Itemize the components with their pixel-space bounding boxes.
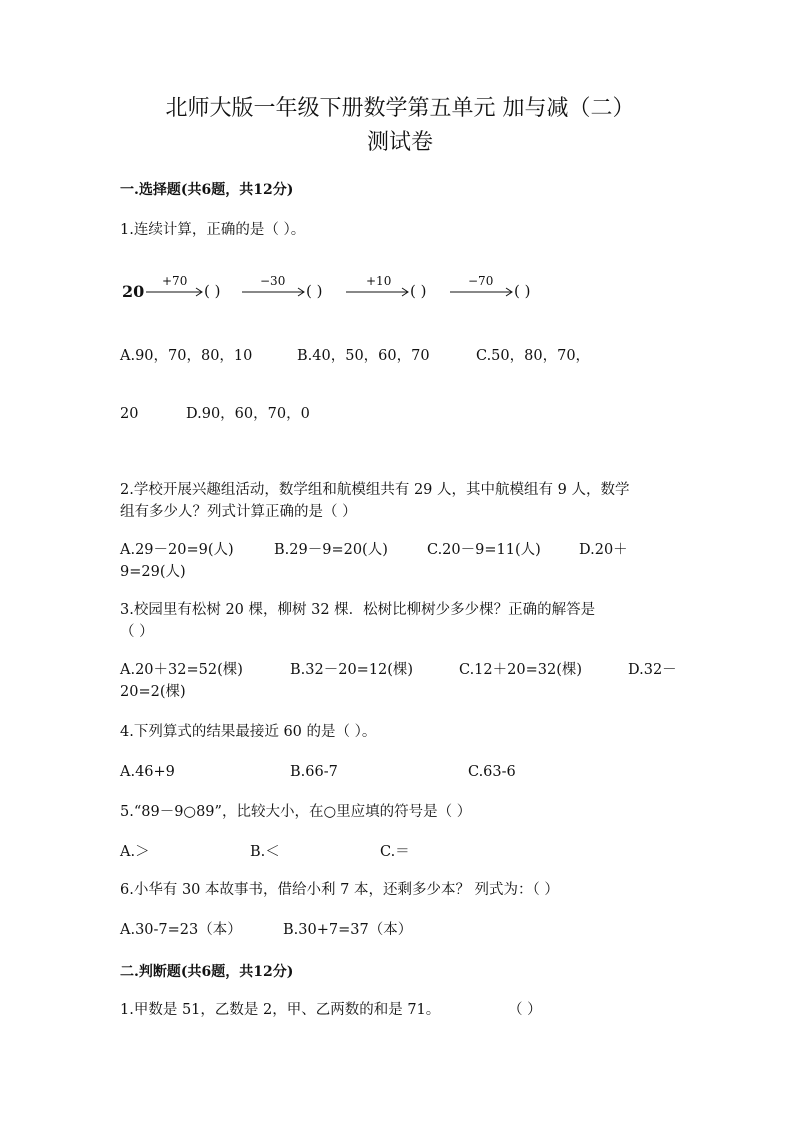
chain-start-number: 20 xyxy=(122,282,145,301)
question-2-option-b: B.29－9=20(人) xyxy=(274,542,388,558)
question-3-option-d-continued: 20=2(棵) xyxy=(120,684,186,700)
question-3-option-d: D.32－ xyxy=(628,662,677,678)
chain-op-2: −30 xyxy=(260,274,286,288)
question-3-stem-line-2: （ ） xyxy=(120,624,154,640)
chain-blank-4: ( ) xyxy=(514,282,531,300)
question-3-stem-line-1: 3.校园里有松树 20 棵，柳树 32 棵．松树比柳树少多少棵？正确的解答是 xyxy=(120,602,596,618)
question-1-option-c: C.50，80，70， xyxy=(476,348,591,364)
question-2-option-d-continued: 9=29(人) xyxy=(120,564,186,580)
question-2-stem-line-1: 2.学校开展兴趣组活动，数学组和航模组共有 29 人，其中航模组有 9 人，数学 xyxy=(120,482,630,498)
question-3-option-b: B.32－20=12(棵) xyxy=(290,662,414,678)
question-4-option-c: C.63-6 xyxy=(468,764,516,780)
question-1-stem: 1.连续计算，正确的是（ ）。 xyxy=(120,222,306,238)
question-2-stem-line-2: 组有多少人？列式计算正确的是（ ） xyxy=(120,504,357,520)
calculation-chain xyxy=(120,270,580,310)
question-3-option-c: C.12＋20=32(棵) xyxy=(459,662,583,678)
question-5-stem: 5.“89－9○89”，比较大小，在○里应填的符号是（ ） xyxy=(120,804,472,820)
question-5-option-a: A.＞ xyxy=(120,844,150,860)
question-6-option-a: A.30-7=23（本） xyxy=(120,922,242,938)
chain-op-3: +10 xyxy=(366,274,392,288)
chain-op-4: −70 xyxy=(468,274,494,288)
chain-blank-2: ( ) xyxy=(306,282,323,300)
question-4-stem: 4.下列算式的结果最接近 60 的是（ ）。 xyxy=(120,724,377,740)
question-2-option-c: C.20－9=11(人) xyxy=(427,542,541,558)
question-1-option-b: B.40，50，60，70 xyxy=(297,348,430,364)
section-heading-judgement: 二.判断题(共6题，共12分) xyxy=(120,964,294,980)
chain-blank-1: ( ) xyxy=(204,282,221,300)
judgement-1-answer-paren: （ ） xyxy=(508,1002,542,1018)
page-title: 北师大版一年级下册数学第五单元 加与减（二） xyxy=(165,96,635,121)
judgement-1-stem: 1.甲数是 51，乙数是 2，甲、乙两数的和是 71。 xyxy=(120,1002,441,1018)
question-3-option-a: A.20＋32=52(棵) xyxy=(120,662,243,678)
question-1-option-a: A.90，70，80，10 xyxy=(120,348,253,364)
question-2-option-d: D.20＋ xyxy=(579,542,628,558)
question-1-option-c-continued: 20 xyxy=(120,406,139,422)
question-6-stem: 6.小华有 30 本故事书，借给小利 7 本，还剩多少本？ 列式为：（ ） xyxy=(120,882,559,898)
chain-blank-3: ( ) xyxy=(410,282,427,300)
question-5-option-c: C.＝ xyxy=(380,844,410,860)
question-1-option-d: D.90，60，70，0 xyxy=(186,406,310,422)
question-5-option-b: B.＜ xyxy=(250,844,280,860)
page-subtitle: 测试卷 xyxy=(366,130,433,155)
chain-op-1: +70 xyxy=(162,274,188,288)
question-4-option-a: A.46+9 xyxy=(120,764,175,780)
question-2-option-a: A.29－20=9(人) xyxy=(120,542,234,558)
question-6-option-b: B.30+7=37（本） xyxy=(283,922,413,938)
question-4-option-b: B.66-7 xyxy=(290,764,338,780)
section-heading-choice: 一.选择题(共6题，共12分) xyxy=(120,182,294,198)
chain-arrows xyxy=(120,270,580,310)
